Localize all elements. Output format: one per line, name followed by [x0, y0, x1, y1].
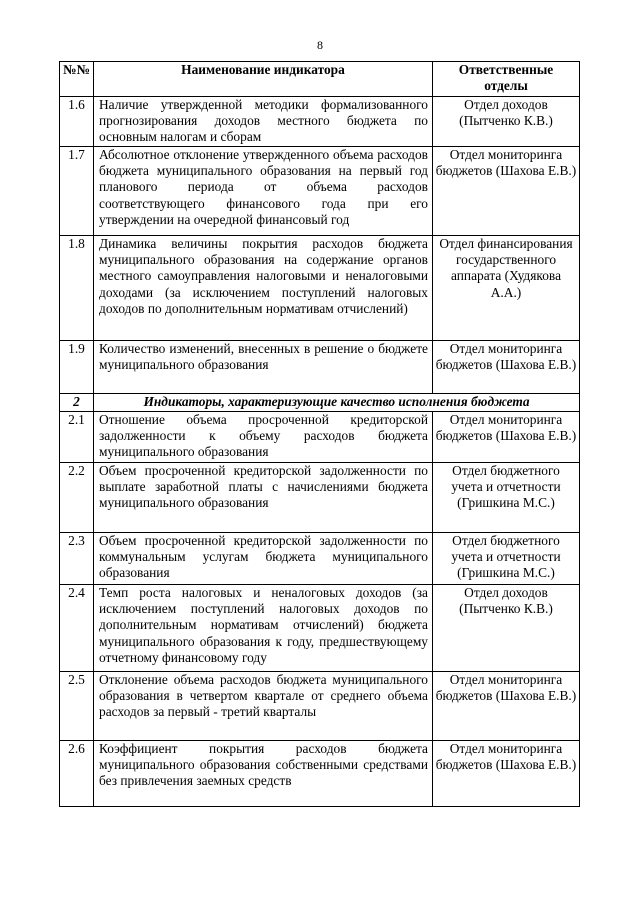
table-row	[60, 412, 580, 463]
section-number: 2	[60, 394, 94, 412]
column-header-num: №№	[60, 62, 94, 97]
row-number: 2.3	[60, 533, 94, 585]
row-number: 2.4	[60, 585, 94, 672]
indicator-name: Объем просроченной кредиторской задолженности по выплате заработной платы с начислениями бюджета муниципального образования	[94, 463, 433, 533]
table-row	[60, 533, 580, 585]
table-row	[60, 741, 580, 807]
responsible-department: Отдел бюджетного учета и отчетности (Гришкина М.С.)	[433, 463, 580, 533]
row-number: 2.2	[60, 463, 94, 533]
indicator-name: Отношение объема просроченной кредиторской задолженности к объему расходов бюджета муниципального образования	[94, 412, 433, 463]
responsible-department: Отдел мониторинга бюджетов (Шахова Е.В.)	[433, 341, 580, 394]
indicator-name: Наличие утвержденной методики формализованного прогнозирования доходов местного бюджета по основным налогам и сборам	[94, 97, 433, 147]
row-number: 1.8	[60, 236, 94, 341]
responsible-department: Отдел доходов (Пытченко К.В.)	[433, 97, 580, 147]
row-number: 2.1	[60, 412, 94, 463]
responsible-department: Отдел мониторинга бюджетов (Шахова Е.В.)	[433, 147, 580, 236]
responsible-department: Отдел доходов (Пытченко К.В.)	[433, 585, 580, 672]
row-number: 1.7	[60, 147, 94, 236]
page-number: 8	[317, 38, 323, 52]
row-number: 1.6	[60, 97, 94, 147]
responsible-department: Отдел бюджетного учета и отчетности (Гришкина М.С.)	[433, 533, 580, 585]
indicator-name: Отклонение объема расходов бюджета муниципального образования в четвертом квартале от среднего объема расходов за первый - третий кварталы	[94, 672, 433, 741]
responsible-department: Отдел мониторинга бюджетов (Шахова Е.В.)	[433, 672, 580, 741]
table-header-row	[60, 62, 580, 97]
indicator-name: Динамика величины покрытия расходов бюджета муниципального образования на содержание органов местного самоуправления налоговыми и неналоговыми доходами (за исключением поступлений налоговых доходов по дополнительным нормативам отчислений)	[94, 236, 433, 341]
row-number: 2.6	[60, 741, 94, 807]
column-header-name: Наименование индикатора	[94, 62, 433, 97]
column-header-responsible	[433, 62, 580, 97]
table-row	[60, 672, 580, 741]
column-header-responsible-line2: отделы	[484, 78, 528, 94]
indicator-name: Количество изменений, внесенных в решение о бюджете муниципального образования	[94, 341, 433, 394]
table-row	[60, 236, 580, 341]
responsible-department: Отдел мониторинга бюджетов (Шахова Е.В.)	[433, 412, 580, 463]
responsible-department: Отдел финансирования государственного аппарата (Худякова А.А.)	[433, 236, 580, 341]
responsible-department: Отдел мониторинга бюджетов (Шахова Е.В.)	[433, 741, 580, 807]
row-number: 1.9	[60, 341, 94, 394]
table-row	[60, 147, 580, 236]
indicator-name: Абсолютное отклонение утвержденного объема расходов бюджета муниципального образования на первый год планового периода от объема расходов соответствующего финансового года при его утверждении на очередной финансовый год	[94, 147, 433, 236]
section-title: Индикаторы, характеризующие качество исполнения бюджета	[94, 394, 580, 412]
row-number: 2.5	[60, 672, 94, 741]
table-row	[60, 97, 580, 147]
table-row	[60, 463, 580, 533]
indicator-name: Темп роста налоговых и неналоговых доходов (за исключением поступлений налоговых доходов по дополнительным нормативам отчислений) бюджета муниципального образования к году, предшествующему отчетному финансовому году	[94, 585, 433, 672]
table-row	[60, 341, 580, 394]
indicator-name: Коэффициент покрытия расходов бюджета муниципального образования собственными средствами без привлечения заемных средств	[94, 741, 433, 807]
table-row	[60, 585, 580, 672]
indicators-table	[59, 61, 580, 807]
section-heading-row	[60, 394, 580, 412]
column-header-responsible-line1: Ответственные	[458, 62, 554, 77]
indicator-name: Объем просроченной кредиторской задолженности по коммунальным услугам бюджета муниципального образования	[94, 533, 433, 585]
